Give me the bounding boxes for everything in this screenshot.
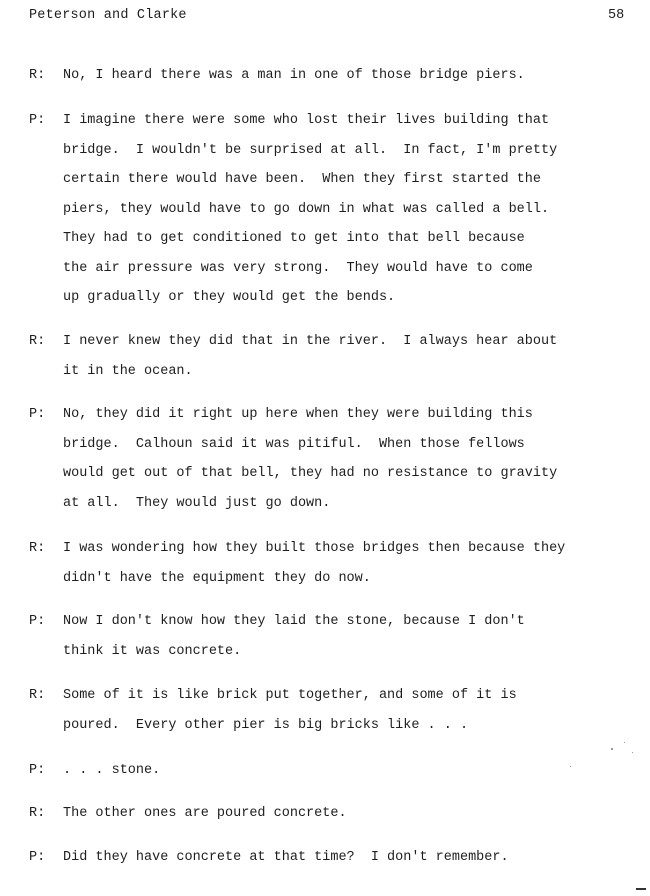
dialogue-text <box>63 327 638 386</box>
dialogue-line: Did they have concrete at that time? I don't remember. <box>63 850 509 865</box>
dialogue-entry <box>0 681 650 740</box>
dialogue-text <box>63 400 638 518</box>
dialogue-text <box>63 106 638 313</box>
dialogue-entry <box>0 61 650 91</box>
speaker-label: R: <box>29 68 46 83</box>
dialogue-entry <box>0 327 650 386</box>
scan-speck <box>632 752 633 753</box>
page-header-names: Peterson and Clarke <box>29 8 187 23</box>
dialogue-line: it in the ocean. <box>63 363 193 379</box>
dialogue-line: at all. They would just go down. <box>63 495 331 511</box>
dialogue-line: bridge. I wouldn't be surprised at all. In fact, I'm pretty <box>63 142 558 158</box>
speaker-label: P: <box>29 407 46 422</box>
scan-mark <box>636 888 646 890</box>
dialogue-line: . . . stone. <box>63 763 161 778</box>
dialogue-entry <box>0 756 650 786</box>
speaker-label: P: <box>29 763 46 778</box>
dialogue-line: No, I heard there was a man in one of those bridge piers. <box>63 68 525 83</box>
speaker-label: P: <box>29 113 46 128</box>
scan-speck <box>624 742 625 743</box>
dialogue-entry <box>0 400 650 518</box>
dialogue-line: up gradually or they would get the bends. <box>63 290 396 305</box>
dialogue-text <box>63 681 638 740</box>
dialogue-line: Now I don't know how they laid the stone, because I don't <box>63 614 525 629</box>
dialogue-text <box>63 61 638 91</box>
speaker-label: P: <box>29 850 46 865</box>
dialogue-text <box>63 843 638 873</box>
dialogue-entry <box>0 799 650 829</box>
speaker-label: R: <box>29 541 46 556</box>
scan-speck <box>570 766 571 767</box>
dialogue-text <box>63 534 638 593</box>
dialogue-entry <box>0 106 650 313</box>
dialogue-line: think it was concrete. <box>63 643 242 659</box>
scan-speck <box>611 748 613 750</box>
dialogue-line: I never knew they did that in the river. I always hear about <box>63 334 558 349</box>
speaker-label: R: <box>29 806 46 821</box>
dialogue-line: would get out of that bell, they had no resistance to gravity <box>63 466 558 481</box>
dialogue-line: poured. Every other pier is big bricks like . . . <box>63 717 469 733</box>
dialogue-entry <box>0 534 650 593</box>
speaker-label: P: <box>29 614 46 629</box>
dialogue-text <box>63 799 638 829</box>
dialogue-line: No, they did it right up here when they were building this <box>63 407 533 422</box>
dialogue-line: the air pressure was very strong. They would have to come <box>63 260 533 276</box>
dialogue-entry <box>0 607 650 666</box>
dialogue-line: The other ones are poured concrete. <box>63 806 347 821</box>
page-number: 58 <box>608 8 625 23</box>
dialogue-line: bridge. Calhoun said it was pitiful. When those fellows <box>63 436 525 452</box>
dialogue-line: Some of it is like brick put together, and some of it is <box>63 688 517 703</box>
dialogue-line: I imagine there were some who lost their lives building that <box>63 113 550 128</box>
dialogue-line: certain there would have been. When they first started the <box>63 172 541 187</box>
dialogue-text <box>63 756 638 786</box>
speaker-label: R: <box>29 688 46 703</box>
speaker-label: R: <box>29 334 46 349</box>
dialogue-line: piers, they would have to go down in what was called a bell. <box>63 201 550 217</box>
dialogue-line: They had to get conditioned to get into that bell because <box>63 231 525 246</box>
dialogue-entry <box>0 843 650 873</box>
dialogue-line: I was wondering how they built those bridges then because they <box>63 541 566 556</box>
dialogue-line: didn't have the equipment they do now. <box>63 570 371 586</box>
dialogue-text <box>63 607 638 666</box>
